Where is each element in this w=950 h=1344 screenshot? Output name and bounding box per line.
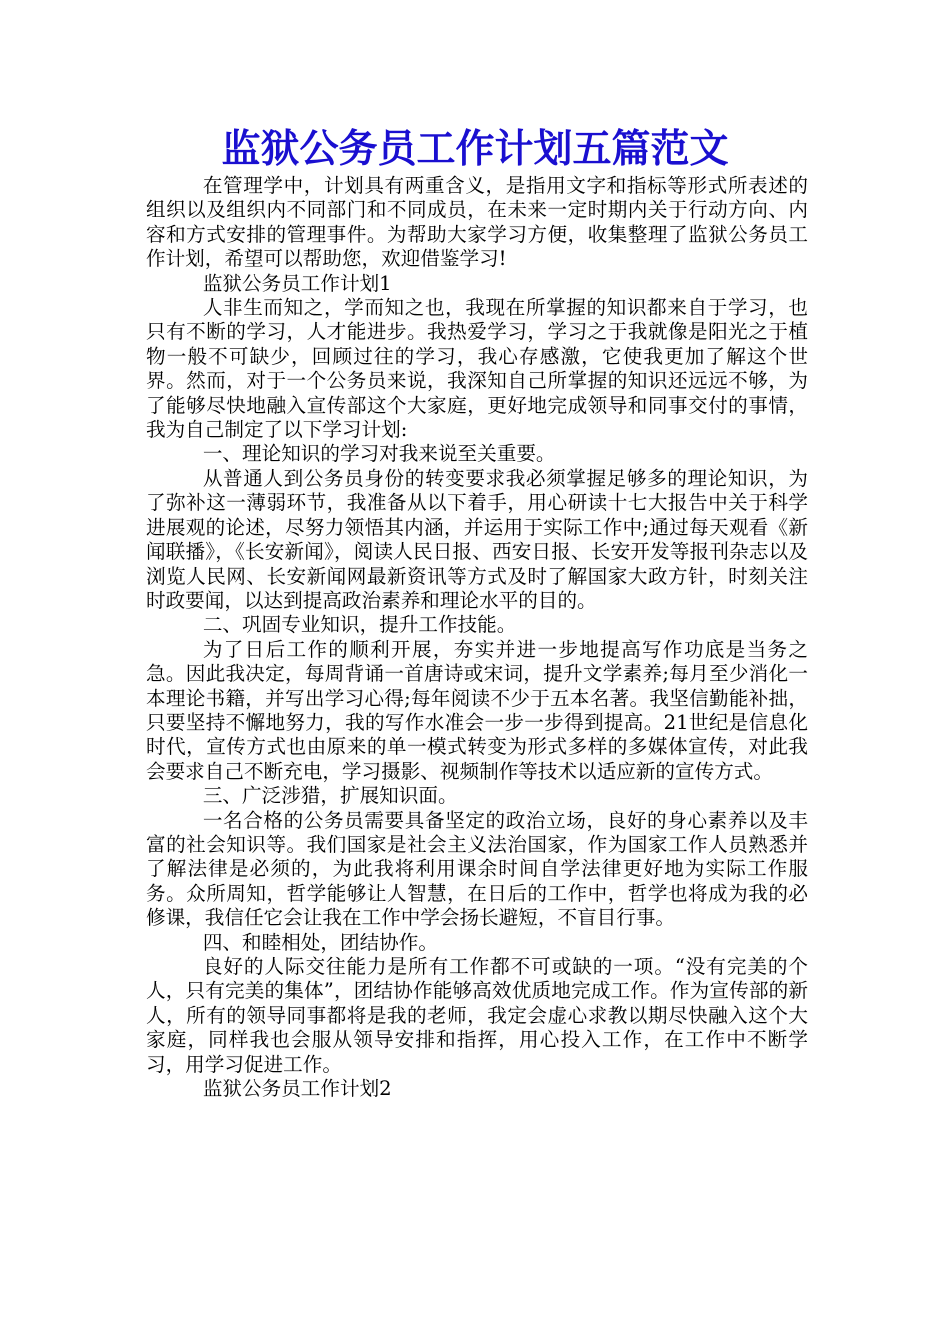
body-paragraph: 一名合格的公务员需要具备坚定的政治立场，良好的身心素养以及丰富的社会知识等。我们国家是社会主义法治国家，作为国家工作人员熟悉并了解法律是必须的，为此我将利用课余时间自学法律更好地为实际工作服务。众所周知，哲学能够让人智慧，在日后的工作中，哲学也将成为我的必修课，我信任它会让我在工作中学会扬长避短，不盲目行事。	[146, 808, 808, 930]
section-heading-plan-2: 监狱公务员工作计划2	[202, 1077, 392, 1101]
body-paragraph: 良好的人际交往能力是所有工作都不可或缺的一项。“没有完美的个人，只有完美的集体”，团结协作能够高效优质地完成工作。作为宣传部的新人，所有的领导同事都将是我的老师，我定会虚心求教以期尽快融入这个大家庭，同样我也会服从领导安排和指挥，用心投入工作，在工作中不断学习，用学习促进工作。	[146, 955, 808, 1076]
section-heading-plan-1: 监狱公务员工作计划1	[202, 271, 392, 295]
subheading-knowledge: 三、广泛涉猎，扩展知识面。	[202, 784, 458, 808]
subheading-teamwork: 四、和睦相处，团结协作。	[202, 930, 438, 954]
document-title: 监狱公务员工作计划五篇范文	[221, 127, 729, 172]
subheading-theory: 一、理论知识的学习对我来说至关重要。	[202, 442, 556, 466]
body-paragraph: 人非生而知之，学而知之也，我现在所掌握的知识都来自于学习，也只有不断的学习，人才能进步。我热爱学习，学习之于我就像是阳光之于植物一般不可缺少，回顾过往的学习，我心存感激，它使我更加了解这个世界。然而，对于一个公务员来说，我深知自己所掌握的知识还远远不够，为了能够尽快地融入宣传部这个大家庭，更好地完成领导和同事交付的事情，我为自己制定了以下学习计划:	[146, 296, 808, 442]
document-body	[146, 174, 808, 1101]
intro-paragraph: 在管理学中，计划具有两重含义，是指用文字和指标等形式所表述的组织以及组织内不同部门和不同成员，在未来一定时期内关于行动方向、内容和方式安排的管理事件。为帮助大家学习方便，收集整理了监狱公务员工作计划，希望可以帮助您，欢迎借鉴学习!	[146, 174, 808, 271]
body-paragraph: 从普通人到公务员身份的转变要求我必须掌握足够多的理论知识，为了弥补这一薄弱环节，我准备从以下着手，用心研读十七大报告中关于科学进展观的论述，尽努力领悟其内涵，并运用于实际工作中;通过每天观看《新闻联播》，《长安新闻》，阅读人民日报、西安日报、长安开发等报刊杂志以及浏览人民网、长安新闻网最新资讯等方式及时了解国家大政方针，时刻关注时政要闻，以达到提高政治素养和理论水平的目的。	[146, 466, 808, 612]
subheading-skills: 二、巩固专业知识，提升工作技能。	[202, 613, 517, 637]
body-paragraph: 为了日后工作的顺利开展，夯实并进一步地提高写作功底是当务之急。因此我决定，每周背诵一首唐诗或宋词，提升文学素养;每月至少消化一本理论书籍，并写出学习心得;每年阅读不少于五本名著。我坚信勤能补拙，只要坚持不懈地努力，我的写作水准会一步一步得到提高。21世纪是信息化时代，宣传方式也由原来的单一模式转变为形式多样的多媒体宣传，对此我会要求自己不断充电，学习摄影、视频制作等技术以适应新的宣传方式。	[146, 637, 808, 783]
